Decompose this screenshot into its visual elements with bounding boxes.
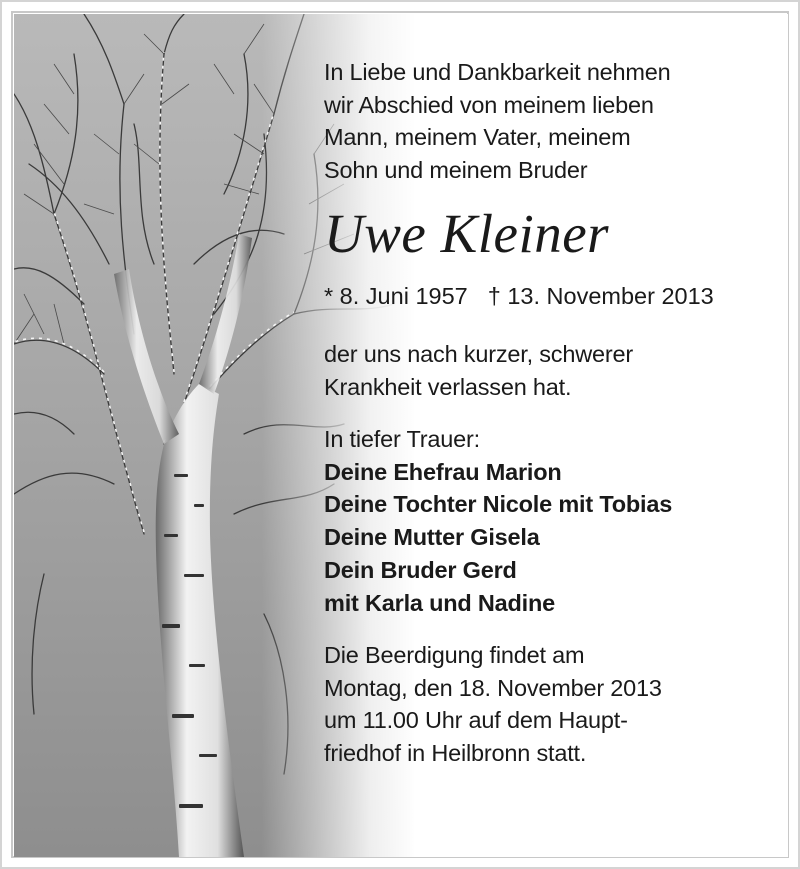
mourner: mit Karla und Nadine — [324, 589, 556, 616]
funeral-line: friedhof in Heilbronn statt. — [324, 739, 587, 766]
intro-line: wir Abschied von meinem lieben — [324, 91, 654, 118]
life-dates — [324, 280, 774, 312]
mourners-list — [324, 456, 774, 620]
mourner: Deine Mutter Gisela — [324, 524, 540, 551]
obituary-text — [324, 56, 774, 769]
funeral-line: Montag, den 18. November 2013 — [324, 674, 662, 701]
mourning-label: In tiefer Trauer: — [324, 426, 480, 452]
illness-note — [324, 338, 774, 403]
mourner: Deine Tochter Nicole mit Tobias — [324, 491, 673, 518]
funeral-info — [324, 639, 774, 769]
intro-text — [324, 56, 774, 186]
intro-line: Sohn und meinem Bruder — [324, 156, 588, 183]
funeral-line: um 11.00 Uhr auf dem Haupt- — [324, 707, 628, 734]
note-line: der uns nach kurzer, schwerer — [324, 341, 633, 367]
mourner: Deine Ehefrau Marion — [324, 458, 562, 485]
obituary-card — [14, 14, 788, 857]
note-line: Krankheit verlassen hat. — [324, 373, 572, 400]
deceased-name: Uwe Kleiner — [324, 203, 610, 264]
mourner: Dein Bruder Gerd — [324, 556, 517, 583]
intro-line: In Liebe und Dankbarkeit nehmen — [324, 59, 671, 85]
birth-date: * 8. Juni 1957 — [324, 283, 468, 309]
death-date: † 13. November 2013 — [487, 283, 714, 309]
funeral-line: Die Beerdigung findet am — [324, 642, 585, 669]
intro-line: Mann, meinem Vater, meinem — [324, 124, 631, 150]
